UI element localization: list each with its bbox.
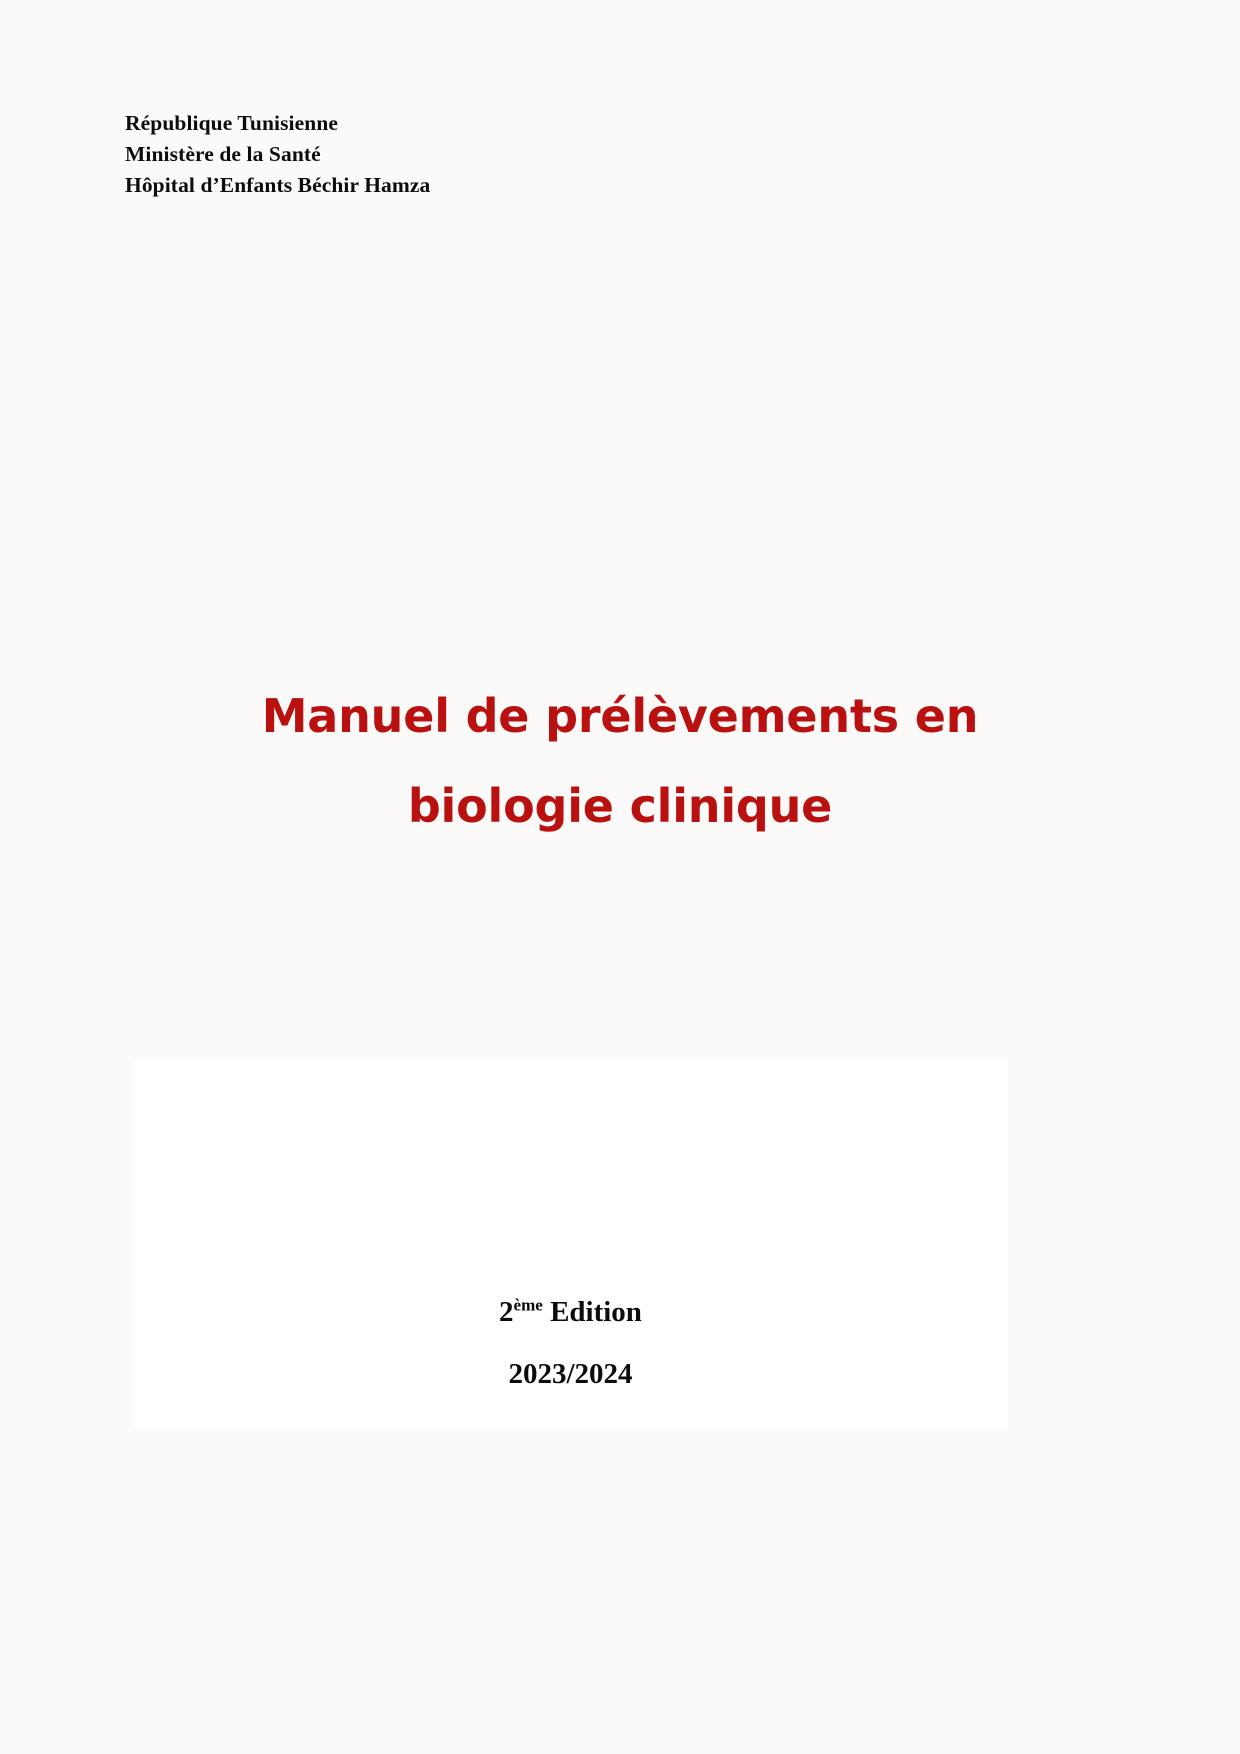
edition-label: Edition bbox=[542, 1296, 642, 1328]
letterhead-hospital: Hôpital d’Enfants Béchir Hamza bbox=[125, 172, 431, 197]
page-title-line-1: Manuel de prélèvements en bbox=[261, 689, 979, 743]
letterhead-country: République Tunisienne bbox=[125, 111, 339, 135]
edition-years: 2023/2024 bbox=[508, 1357, 633, 1390]
edition-info bbox=[133, 1295, 1008, 1392]
letterhead-ministry: Ministère de la Santé bbox=[125, 141, 321, 166]
edition-number: 2 bbox=[499, 1296, 514, 1328]
edition-line bbox=[133, 1295, 1008, 1330]
edition-ordinal-suffix: ème bbox=[513, 1295, 543, 1315]
letterhead bbox=[125, 108, 430, 201]
page-title-line-2: biologie clinique bbox=[407, 778, 833, 833]
page-title bbox=[0, 672, 1240, 851]
